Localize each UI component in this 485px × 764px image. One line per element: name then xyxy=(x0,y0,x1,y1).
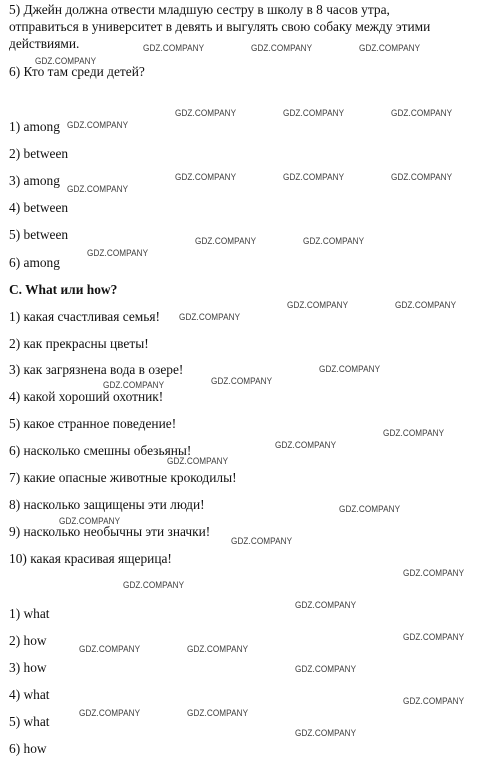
task-c-item-1: 1) какая счастливая семья! xyxy=(9,309,161,324)
watermark: GDZ.COMPANY xyxy=(295,600,357,611)
task-c-item-4: 4) какой хороший охотник! xyxy=(9,389,164,404)
task-c-answer-6: 6) how xyxy=(9,741,47,756)
watermark: GDZ.COMPANY xyxy=(319,364,381,375)
watermark: GDZ.COMPANY xyxy=(251,43,313,54)
watermark: GDZ.COMPANY xyxy=(123,580,185,591)
watermark: GDZ.COMPANY xyxy=(339,504,401,515)
watermark: GDZ.COMPANY xyxy=(403,568,465,579)
task-c-answer-5: 5) what xyxy=(9,714,50,729)
task-c-item-7: 7) какие опасные животные крокодилы! xyxy=(9,470,237,485)
watermark: GDZ.COMPANY xyxy=(67,184,129,195)
task-b-answer-5: 5) between xyxy=(9,227,69,242)
task-c-answer-1: 1) what xyxy=(9,606,50,621)
watermark: GDZ.COMPANY xyxy=(87,248,149,259)
task-c-item-3: 3) как загрязнена вода в озере! xyxy=(9,362,184,377)
task-b-answer-3: 3) among xyxy=(9,173,60,188)
watermark: GDZ.COMPANY xyxy=(195,236,257,247)
task-b-item-5-line-1: 5) Джейн должна отвести младшую сестру в школу в 8 часов утра, xyxy=(9,2,390,17)
watermark: GDZ.COMPANY xyxy=(35,56,97,67)
task-c-answer-3: 3) how xyxy=(9,660,47,675)
watermark: GDZ.COMPANY xyxy=(295,728,357,739)
watermark: GDZ.COMPANY xyxy=(403,696,465,707)
watermark: GDZ.COMPANY xyxy=(287,300,349,311)
watermark: GDZ.COMPANY xyxy=(359,43,421,54)
watermark: GDZ.COMPANY xyxy=(79,644,141,655)
task-b-item-6: 6) Кто там среди детей? xyxy=(9,64,145,79)
watermark: GDZ.COMPANY xyxy=(175,172,237,183)
watermark: GDZ.COMPANY xyxy=(303,236,365,247)
task-b-answer-1: 1) among xyxy=(9,119,60,134)
watermark: GDZ.COMPANY xyxy=(59,516,121,527)
task-c-answer-4: 4) what xyxy=(9,687,50,702)
watermark: GDZ.COMPANY xyxy=(391,108,453,119)
task-b-answer-4: 4) between xyxy=(9,200,69,215)
watermark: GDZ.COMPANY xyxy=(275,440,337,451)
watermark: GDZ.COMPANY xyxy=(79,708,141,719)
task-c-item-2: 2) как прекрасны цветы! xyxy=(9,336,149,351)
task-c-answer-2: 2) how xyxy=(9,633,47,648)
watermark: GDZ.COMPANY xyxy=(295,664,357,675)
task-c-item-9: 9) насколько необычны эти значки! xyxy=(9,524,211,539)
watermark: GDZ.COMPANY xyxy=(187,708,249,719)
task-c-item-10: 10) какая красивая ящерица! xyxy=(9,551,172,566)
watermark: GDZ.COMPANY xyxy=(67,120,129,131)
watermark: GDZ.COMPANY xyxy=(383,428,445,439)
task-c-item-8: 8) насколько защищены эти люди! xyxy=(9,497,205,512)
watermark: GDZ.COMPANY xyxy=(283,108,345,119)
watermark: GDZ.COMPANY xyxy=(179,312,241,323)
watermark: GDZ.COMPANY xyxy=(391,172,453,183)
watermark: GDZ.COMPANY xyxy=(187,644,249,655)
watermark: GDZ.COMPANY xyxy=(403,632,465,643)
task-c-heading: C. What или how? xyxy=(9,282,118,297)
task-b-answer-6: 6) among xyxy=(9,255,60,270)
task-c-item-6: 6) насколько смешны обезьяны! xyxy=(9,443,192,458)
task-b-item-5-line-3: действиями. xyxy=(9,36,80,51)
watermark: GDZ.COMPANY xyxy=(231,536,293,547)
task-c-item-5: 5) какое странное поведение! xyxy=(9,416,177,431)
task-b-item-5-line-2: отправиться в университет в девять и выгулять свою собаку между этими xyxy=(9,19,431,34)
task-b-answer-2: 2) between xyxy=(9,146,69,161)
watermark: GDZ.COMPANY xyxy=(167,456,229,467)
watermark: GDZ.COMPANY xyxy=(143,43,205,54)
watermark: GDZ.COMPANY xyxy=(175,108,237,119)
watermark: GDZ.COMPANY xyxy=(395,300,457,311)
watermark: GDZ.COMPANY xyxy=(103,380,165,391)
watermark: GDZ.COMPANY xyxy=(283,172,345,183)
watermark: GDZ.COMPANY xyxy=(211,376,273,387)
